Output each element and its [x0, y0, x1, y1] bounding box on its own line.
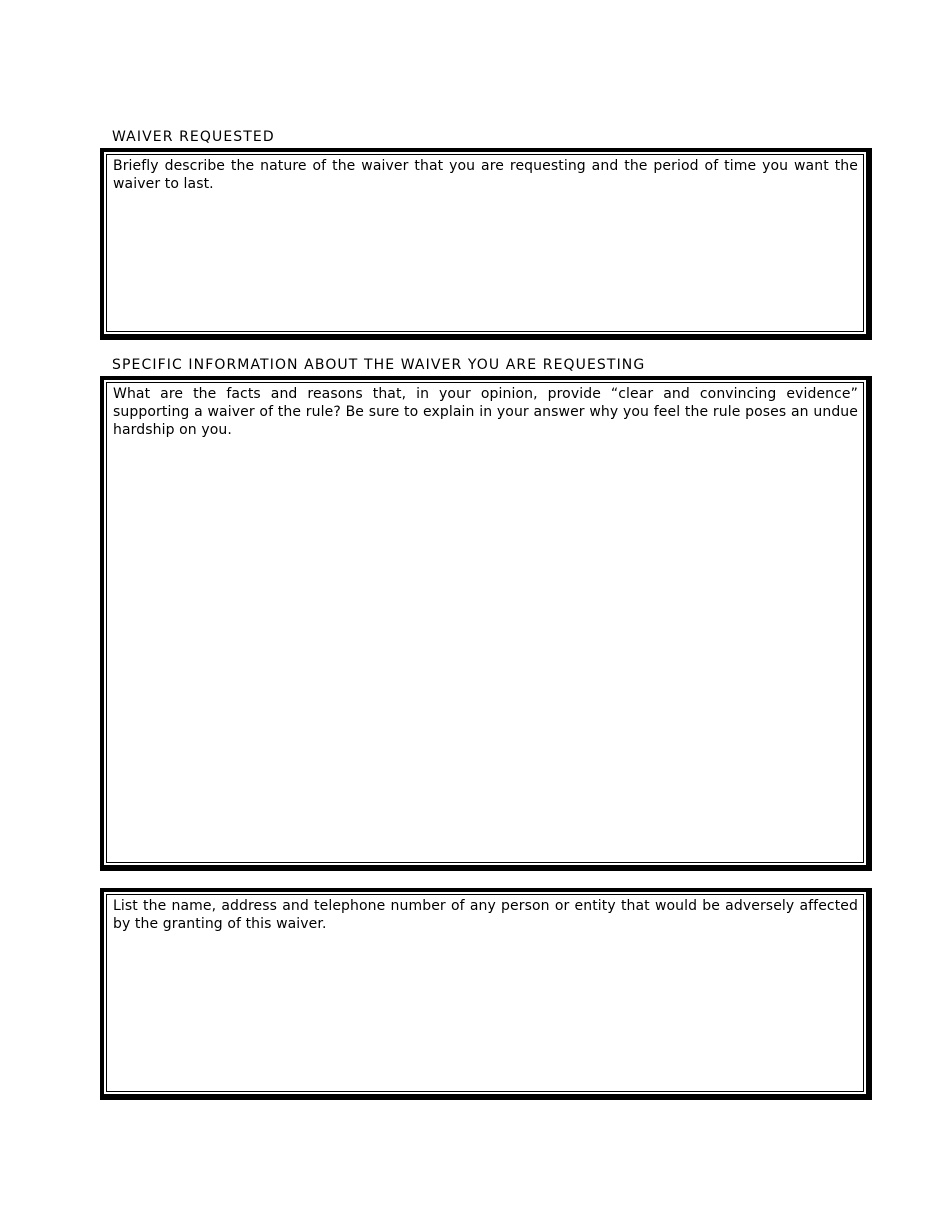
section-heading-specific-information: SPECIFIC INFORMATION ABOUT THE WAIVER YOU ARE REQUESTING [112, 357, 646, 373]
affected-parties-field[interactable] [106, 894, 864, 1092]
affected-parties-prompt: List the name, address and telephone number of any person or entity that would be adversely affected by the granting of this waiver. [113, 898, 858, 932]
specific-information-prompt: What are the facts and reasons that, in your opinion, provide “clear and convincing evidence” supporting a waiver of the rule? Be sure to explain in your answer why you feel the rule poses an undue hardship on you. [113, 386, 858, 438]
section-heading-waiver-requested: WAIVER REQUESTED [112, 129, 275, 145]
box-gap [104, 380, 866, 865]
affected-parties-box [100, 888, 872, 1100]
waiver-requested-field[interactable] [106, 154, 864, 332]
box-gap [104, 892, 866, 1094]
box-gap [104, 152, 866, 334]
specific-information-box [100, 376, 872, 871]
waiver-requested-prompt: Briefly describe the nature of the waiver that you are requesting and the period of time you want the waiver to last. [113, 158, 858, 192]
waiver-requested-box [100, 148, 872, 340]
specific-information-field[interactable] [106, 382, 864, 863]
